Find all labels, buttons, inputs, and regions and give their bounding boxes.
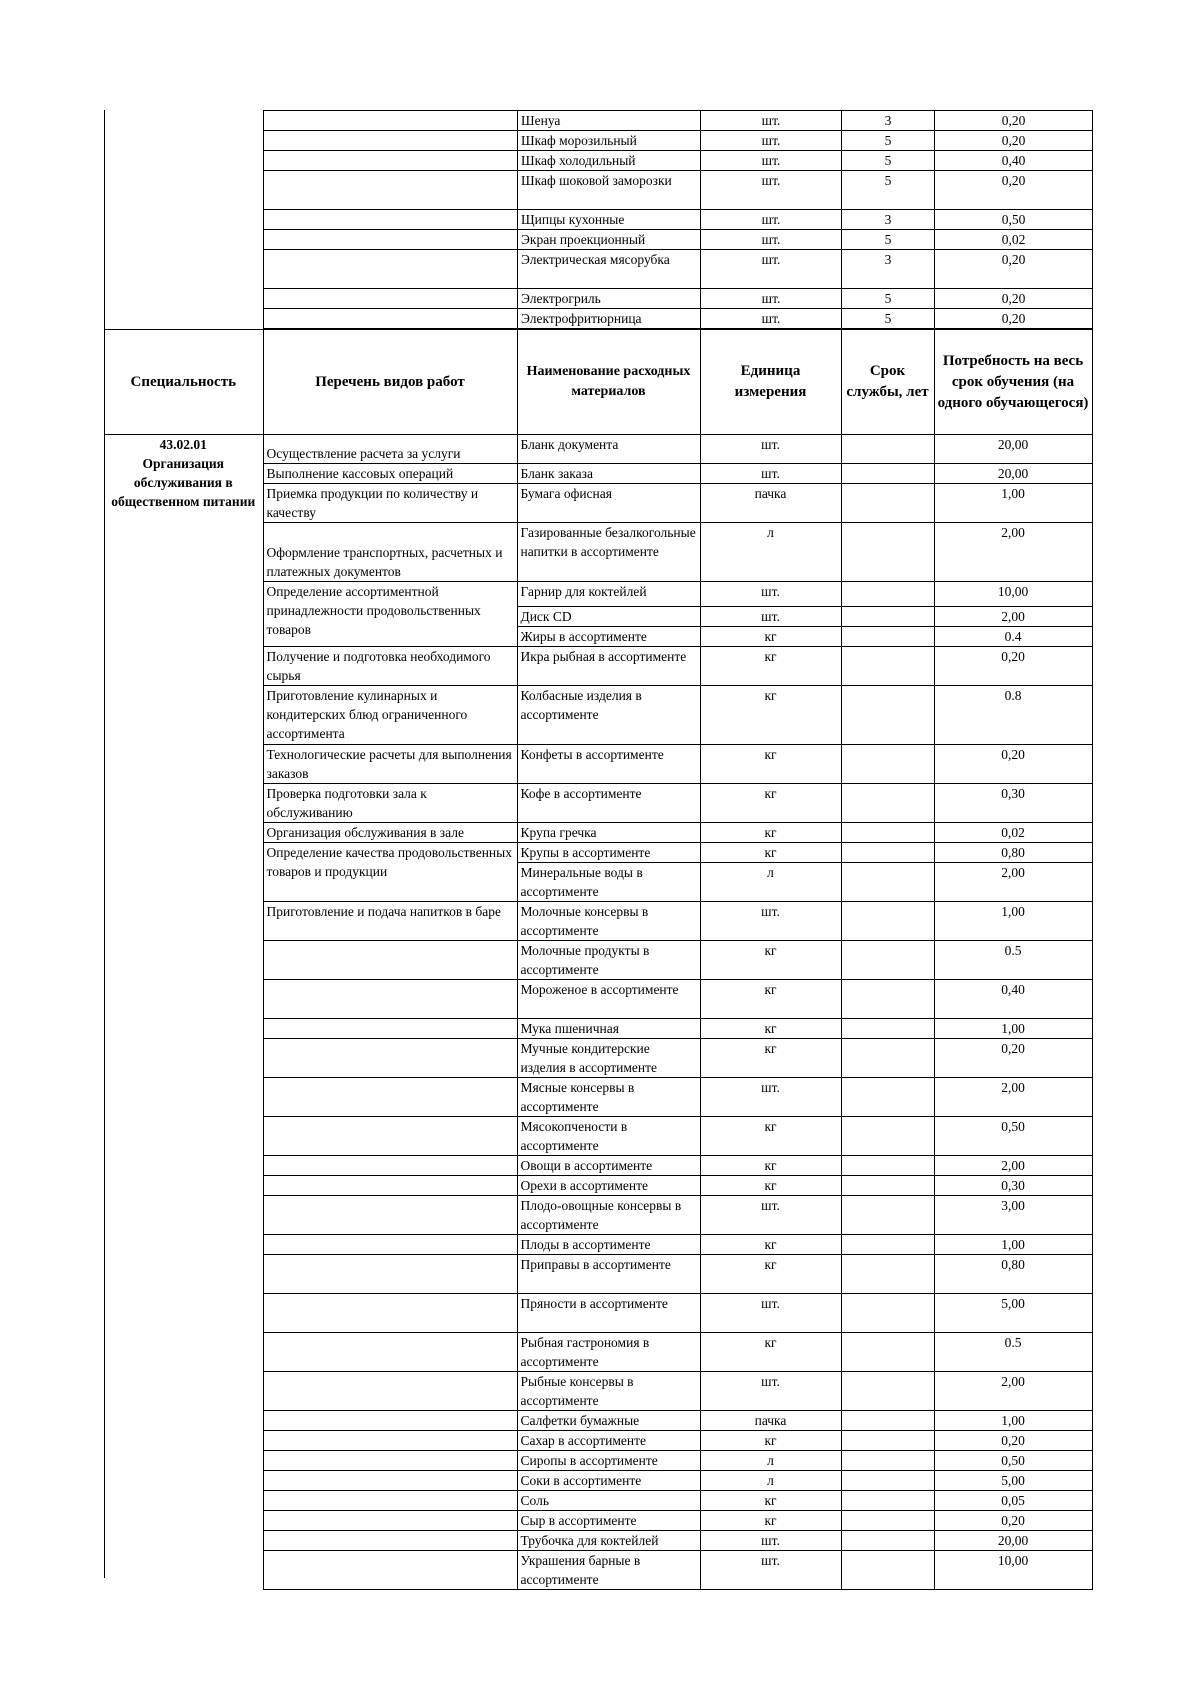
material-life xyxy=(841,464,934,484)
equipment-name: Электрогриль xyxy=(518,289,701,309)
material-unit: л xyxy=(700,863,841,902)
work-type: Выполнение кассовых операций xyxy=(263,464,517,484)
material-need: 2,00 xyxy=(934,1156,1092,1176)
material-need: 2,00 xyxy=(934,1372,1092,1411)
equipment-unit: шт. xyxy=(701,151,842,171)
specialty-code: 43.02.01 xyxy=(159,437,207,452)
material-life xyxy=(841,582,934,607)
work-cell xyxy=(264,250,518,289)
work-cell xyxy=(264,151,518,171)
header-life: Срок службы, лет xyxy=(841,330,934,435)
material-life xyxy=(841,823,934,843)
material-life xyxy=(841,1176,934,1196)
equipment-unit: шт. xyxy=(701,171,842,210)
material-name: Салфетки бумажные xyxy=(517,1411,700,1431)
material-life xyxy=(841,647,934,686)
material-unit: л xyxy=(700,523,841,582)
equipment-need: 0,20 xyxy=(935,111,1093,131)
material-name: Бланк документа xyxy=(517,435,700,464)
equipment-life: 5 xyxy=(842,151,935,171)
work-type: Приготовление и подача напитков в баре xyxy=(263,902,517,941)
material-name: Крупы в ассортименте xyxy=(517,843,700,863)
material-need: 2,00 xyxy=(934,1078,1092,1117)
material-life xyxy=(841,1039,934,1078)
material-life xyxy=(841,484,934,523)
material-life xyxy=(841,843,934,863)
material-life xyxy=(841,1551,934,1590)
material-unit: кг xyxy=(700,1333,841,1372)
material-name: Соль xyxy=(517,1491,700,1511)
material-need: 0,20 xyxy=(934,1039,1092,1078)
work-type-empty xyxy=(263,1196,517,1235)
material-life xyxy=(841,1431,934,1451)
material-name: Сыр в ассортименте xyxy=(517,1511,700,1531)
material-name: Кофе в ассортименте xyxy=(517,784,700,823)
work-cell xyxy=(264,111,518,131)
equipment-need: 0,20 xyxy=(935,250,1093,289)
material-name: Крупа гречка xyxy=(517,823,700,843)
table-row xyxy=(264,131,1093,151)
material-need: 0,50 xyxy=(934,1451,1092,1471)
material-unit: пачка xyxy=(700,1411,841,1431)
material-unit: шт. xyxy=(700,902,841,941)
equipment-table xyxy=(263,110,1093,329)
material-need: 1,00 xyxy=(934,1019,1092,1039)
work-type-empty xyxy=(263,1255,517,1294)
material-name: Молочные консервы в ассортименте xyxy=(517,902,700,941)
material-need: 0,40 xyxy=(934,980,1092,1019)
equipment-life: 5 xyxy=(842,309,935,329)
material-name: Конфеты в ассортименте xyxy=(517,745,700,784)
material-need: 1,00 xyxy=(934,902,1092,941)
material-life xyxy=(841,627,934,647)
equipment-life: 3 xyxy=(842,111,935,131)
material-life xyxy=(841,902,934,941)
material-need: 1,00 xyxy=(934,484,1092,523)
material-unit: кг xyxy=(700,1156,841,1176)
materials-table xyxy=(104,329,1093,1590)
work-type-empty xyxy=(263,1551,517,1590)
work-type: Определение качества продовольственных товаров и продукции xyxy=(263,843,517,902)
work-type-empty xyxy=(263,1531,517,1551)
work-type-empty xyxy=(263,1019,517,1039)
material-name: Молочные продукты в ассортименте xyxy=(517,941,700,980)
equipment-unit: шт. xyxy=(701,131,842,151)
material-name: Овощи в ассортименте xyxy=(517,1156,700,1176)
work-type-empty xyxy=(263,1235,517,1255)
material-life xyxy=(841,1531,934,1551)
material-need: 2,00 xyxy=(934,607,1092,627)
equipment-unit: шт. xyxy=(701,111,842,131)
material-unit: шт. xyxy=(700,582,841,607)
material-name: Минеральные воды в ассортименте xyxy=(517,863,700,902)
material-need: 1,00 xyxy=(934,1411,1092,1431)
header-material: Наименование расходных материалов xyxy=(517,330,700,435)
material-need: 0,20 xyxy=(934,647,1092,686)
material-life xyxy=(841,1372,934,1411)
material-name: Жиры в ассортименте xyxy=(517,627,700,647)
material-name: Мясные консервы в ассортименте xyxy=(517,1078,700,1117)
material-unit: кг xyxy=(700,1511,841,1531)
table-row xyxy=(264,111,1093,131)
header-works: Перечень видов работ xyxy=(263,330,517,435)
material-name: Соки в ассортименте xyxy=(517,1471,700,1491)
equipment-unit: шт. xyxy=(701,289,842,309)
material-life xyxy=(841,1491,934,1511)
material-name: Гарнир для коктейлей xyxy=(517,582,700,607)
material-life xyxy=(841,941,934,980)
material-life xyxy=(841,1117,934,1156)
material-life xyxy=(841,863,934,902)
material-name: Сиропы в ассортименте xyxy=(517,1451,700,1471)
work-type: Получение и подготовка необходимого сырья xyxy=(263,647,517,686)
equipment-life: 5 xyxy=(842,230,935,250)
material-need: 0,02 xyxy=(934,823,1092,843)
material-need: 0,05 xyxy=(934,1491,1092,1511)
material-name: Плодо-овощные консервы в ассортименте xyxy=(517,1196,700,1235)
work-cell xyxy=(264,171,518,210)
material-need: 2,00 xyxy=(934,863,1092,902)
work-type-empty xyxy=(263,941,517,980)
material-life xyxy=(841,784,934,823)
material-need: 0,80 xyxy=(934,843,1092,863)
material-life xyxy=(841,1156,934,1176)
equipment-unit: шт. xyxy=(701,230,842,250)
material-life xyxy=(841,1235,934,1255)
material-unit: шт. xyxy=(700,464,841,484)
material-name: Рыбные консервы в ассортименте xyxy=(517,1372,700,1411)
material-unit: кг xyxy=(700,1491,841,1511)
material-need: 3,00 xyxy=(934,1196,1092,1235)
material-name: Пряности в ассортименте xyxy=(517,1294,700,1333)
equipment-life: 5 xyxy=(842,131,935,151)
work-type-empty xyxy=(263,1372,517,1411)
material-unit: пачка xyxy=(700,484,841,523)
material-life xyxy=(841,1196,934,1235)
specialty-name: Организация обслуживания в общественном питании xyxy=(111,456,256,509)
equipment-name: Шкаф шоковой заморозки xyxy=(518,171,701,210)
material-life xyxy=(841,1078,934,1117)
work-type: Оформление транспортных, расчетных и платежных документов xyxy=(263,523,517,582)
equipment-name: Экран проекционный xyxy=(518,230,701,250)
material-unit: шт. xyxy=(700,1551,841,1590)
material-life xyxy=(841,1411,934,1431)
material-unit: кг xyxy=(700,980,841,1019)
material-need: 0,20 xyxy=(934,745,1092,784)
equipment-life: 5 xyxy=(842,171,935,210)
work-type-empty xyxy=(263,1176,517,1196)
work-type: Осуществление расчета за услуги xyxy=(263,435,517,464)
material-name: Мука пшеничная xyxy=(517,1019,700,1039)
work-type-empty xyxy=(263,1039,517,1078)
material-unit: кг xyxy=(700,647,841,686)
work-type: Приготовление кулинарных и кондитерских блюд ограниченного ассортимента xyxy=(263,686,517,745)
material-unit: кг xyxy=(700,686,841,745)
material-name: Сахар в ассортименте xyxy=(517,1431,700,1451)
material-name: Трубочка для коктейлей xyxy=(517,1531,700,1551)
work-type-empty xyxy=(263,980,517,1019)
material-name: Колбасные изделия в ассортименте xyxy=(517,686,700,745)
equipment-need: 0,50 xyxy=(935,210,1093,230)
work-type: Определение ассортиментной принадлежности продовольственных товаров xyxy=(263,582,517,647)
work-type: Технологические расчеты для выполнения заказов xyxy=(263,745,517,784)
material-unit: кг xyxy=(700,1176,841,1196)
material-life xyxy=(841,745,934,784)
material-life xyxy=(841,980,934,1019)
material-need: 1,00 xyxy=(934,1235,1092,1255)
material-need: 0,30 xyxy=(934,1176,1092,1196)
material-unit: кг xyxy=(700,1235,841,1255)
material-unit: шт. xyxy=(700,1294,841,1333)
work-type-empty xyxy=(263,1078,517,1117)
material-need: 5,00 xyxy=(934,1471,1092,1491)
material-need: 5,00 xyxy=(934,1294,1092,1333)
material-life xyxy=(841,1255,934,1294)
material-unit: кг xyxy=(700,823,841,843)
material-unit: шт. xyxy=(700,607,841,627)
material-need: 0.8 xyxy=(934,686,1092,745)
material-unit: кг xyxy=(700,1255,841,1294)
material-name: Мороженое в ассортименте xyxy=(517,980,700,1019)
material-need: 10,00 xyxy=(934,1551,1092,1590)
work-cell xyxy=(264,230,518,250)
material-life xyxy=(841,1471,934,1491)
material-name: Диск CD xyxy=(517,607,700,627)
equipment-name: Электрическая мясорубка xyxy=(518,250,701,289)
work-type-empty xyxy=(263,1471,517,1491)
equipment-need: 0,20 xyxy=(935,309,1093,329)
equipment-need: 0,40 xyxy=(935,151,1093,171)
work-type-empty xyxy=(263,1411,517,1431)
material-need: 0.5 xyxy=(934,941,1092,980)
work-cell xyxy=(264,131,518,151)
material-need: 0,20 xyxy=(934,1511,1092,1531)
equipment-unit: шт. xyxy=(701,210,842,230)
material-unit: кг xyxy=(700,941,841,980)
material-unit: кг xyxy=(700,1431,841,1451)
material-unit: кг xyxy=(700,1117,841,1156)
equipment-need: 0,20 xyxy=(935,131,1093,151)
material-unit: шт. xyxy=(700,435,841,464)
equipment-name: Шкаф морозильный xyxy=(518,131,701,151)
material-life xyxy=(841,1333,934,1372)
equipment-name: Щипцы кухонные xyxy=(518,210,701,230)
material-life xyxy=(841,435,934,464)
material-life xyxy=(841,607,934,627)
material-need: 0,30 xyxy=(934,784,1092,823)
material-name: Газированные безалкогольные напитки в ассортименте xyxy=(517,523,700,582)
table-row xyxy=(104,435,1092,464)
work-type: Организация обслуживания в зале xyxy=(263,823,517,843)
material-need: 20,00 xyxy=(934,464,1092,484)
material-need: 20,00 xyxy=(934,1531,1092,1551)
material-need: 10,00 xyxy=(934,582,1092,607)
material-life xyxy=(841,1451,934,1471)
material-life xyxy=(841,1294,934,1333)
table-row xyxy=(264,309,1093,329)
work-type-empty xyxy=(263,1156,517,1176)
material-unit: кг xyxy=(700,745,841,784)
material-name: Приправы в ассортименте xyxy=(517,1255,700,1294)
material-name: Бланк заказа xyxy=(517,464,700,484)
material-name: Икра рыбная в ассортименте xyxy=(517,647,700,686)
equipment-need: 0,02 xyxy=(935,230,1093,250)
equipment-life: 3 xyxy=(842,250,935,289)
material-name: Украшения барные в ассортименте xyxy=(517,1551,700,1590)
material-name: Мясокопчености в ассортименте xyxy=(517,1117,700,1156)
table-row xyxy=(264,210,1093,230)
equipment-name: Шкаф холодильный xyxy=(518,151,701,171)
work-type-empty xyxy=(263,1451,517,1471)
equipment-name: Шенуа xyxy=(518,111,701,131)
material-need: 0,50 xyxy=(934,1117,1092,1156)
material-unit: шт. xyxy=(700,1078,841,1117)
material-unit: л xyxy=(700,1451,841,1471)
work-type: Проверка подготовки зала к обслуживанию xyxy=(263,784,517,823)
work-type-empty xyxy=(263,1431,517,1451)
material-unit: кг xyxy=(700,1019,841,1039)
work-cell xyxy=(264,210,518,230)
table-row xyxy=(264,250,1093,289)
equipment-unit: шт. xyxy=(701,309,842,329)
material-need: 20,00 xyxy=(934,435,1092,464)
material-life xyxy=(841,686,934,745)
table-row xyxy=(264,230,1093,250)
equipment-name: Электрофритюрница xyxy=(518,309,701,329)
material-need: 2,00 xyxy=(934,523,1092,582)
header-unit: Единица измерения xyxy=(700,330,841,435)
equipment-need: 0,20 xyxy=(935,171,1093,210)
work-type-empty xyxy=(263,1491,517,1511)
work-type-empty xyxy=(263,1511,517,1531)
material-name: Рыбная гастрономия в ассортименте xyxy=(517,1333,700,1372)
work-cell xyxy=(264,289,518,309)
material-unit: шт. xyxy=(700,1531,841,1551)
material-name: Плоды в ассортименте xyxy=(517,1235,700,1255)
equipment-unit: шт. xyxy=(701,250,842,289)
equipment-need: 0,20 xyxy=(935,289,1093,309)
material-need: 0.5 xyxy=(934,1333,1092,1372)
material-unit: шт. xyxy=(700,1196,841,1235)
material-name: Бумага офисная xyxy=(517,484,700,523)
material-unit: кг xyxy=(700,784,841,823)
header-need: Потребность на весь срок обучения (на одного обучающегося) xyxy=(934,330,1092,435)
table-row xyxy=(264,171,1093,210)
material-life xyxy=(841,1019,934,1039)
material-unit: кг xyxy=(700,627,841,647)
work-type-empty xyxy=(263,1117,517,1156)
material-unit: кг xyxy=(700,843,841,863)
work-type-empty xyxy=(263,1333,517,1372)
work-type-empty xyxy=(263,1294,517,1333)
work-type: Приемка продукции по количеству и качеству xyxy=(263,484,517,523)
table-row xyxy=(264,289,1093,309)
equipment-life: 3 xyxy=(842,210,935,230)
material-need: 0.4 xyxy=(934,627,1092,647)
equipment-life: 5 xyxy=(842,289,935,309)
material-need: 0,20 xyxy=(934,1431,1092,1451)
material-unit: л xyxy=(700,1471,841,1491)
work-cell xyxy=(264,309,518,329)
material-unit: кг xyxy=(700,1039,841,1078)
material-need: 0,80 xyxy=(934,1255,1092,1294)
header-specialty: Специальность xyxy=(104,330,263,435)
table-header-row xyxy=(104,330,1092,435)
material-life xyxy=(841,523,934,582)
material-unit: шт. xyxy=(700,1372,841,1411)
material-name: Мучные кондитерские изделия в ассортименте xyxy=(517,1039,700,1078)
material-name: Орехи в ассортименте xyxy=(517,1176,700,1196)
specialty-cell xyxy=(104,435,263,1590)
table-row xyxy=(264,151,1093,171)
material-life xyxy=(841,1511,934,1531)
